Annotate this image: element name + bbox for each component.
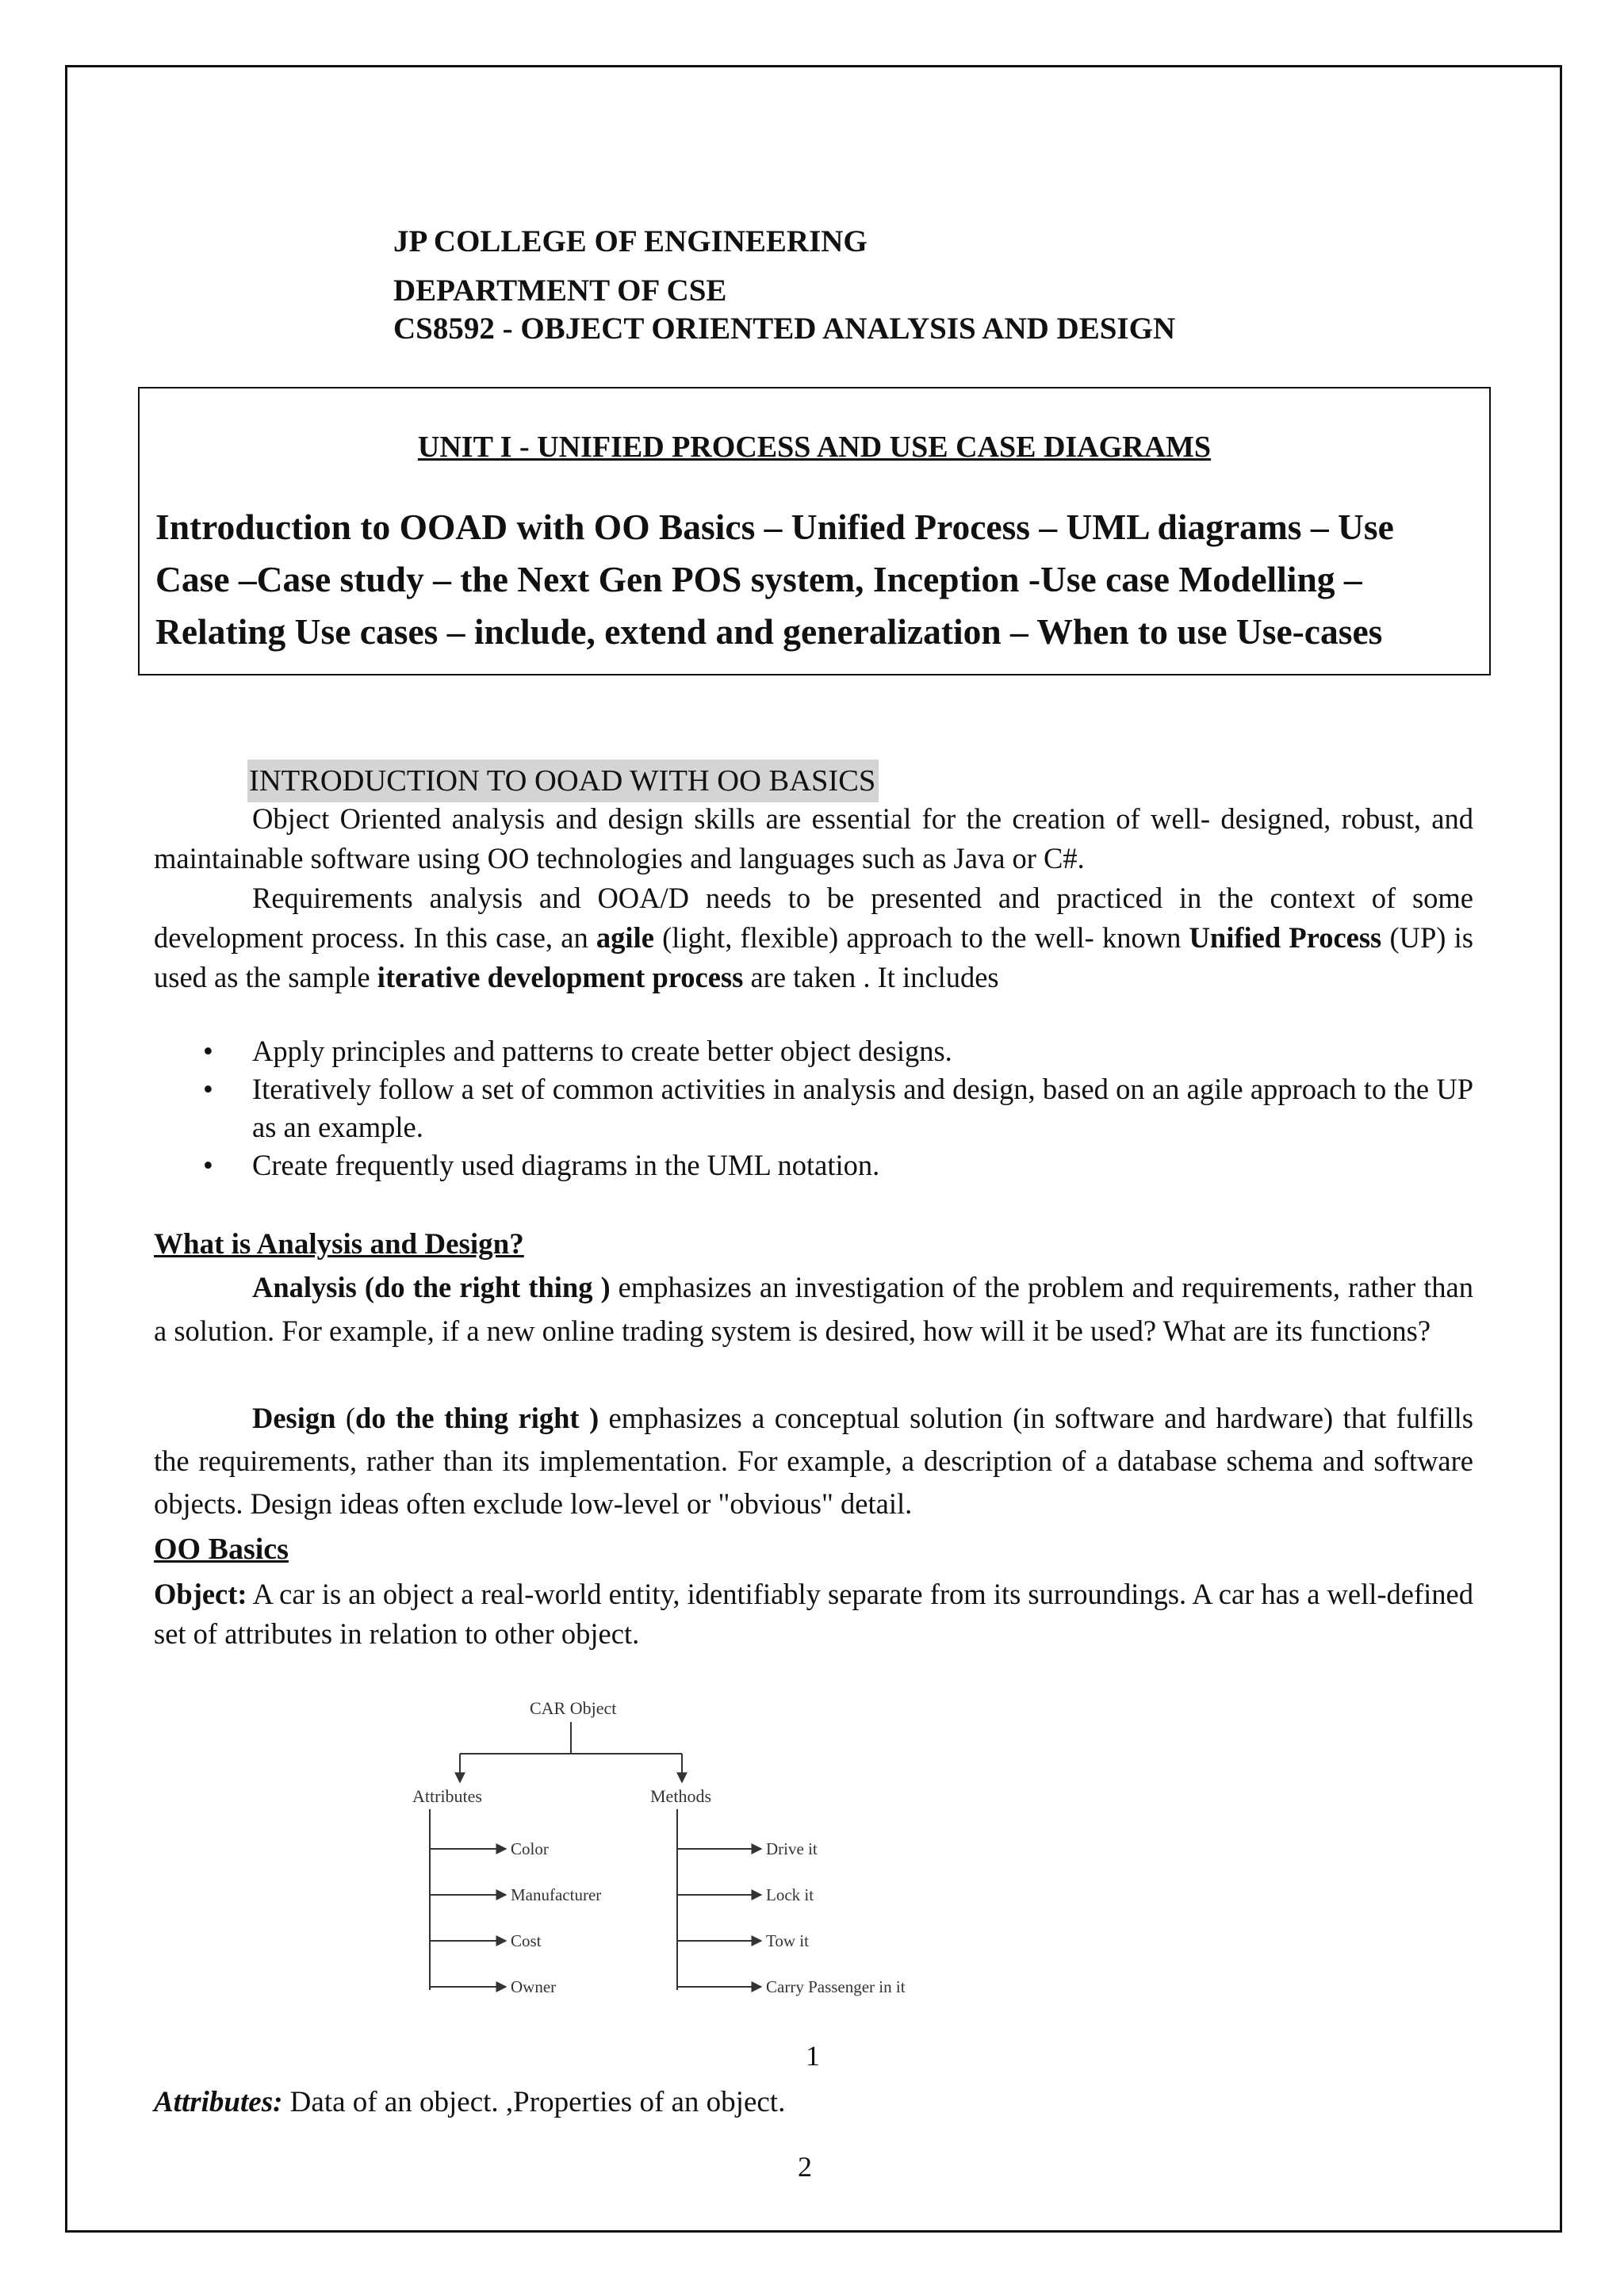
unit-topics [155, 501, 1477, 658]
object-paragraph [154, 1575, 1473, 1654]
intro-paragraph-1 [154, 799, 1473, 878]
paragraph-text: Data of an object. ,Properties of an object. [282, 2086, 786, 2118]
method-leaf-label: Carry Passenger in it [766, 1977, 906, 1996]
bullet-icon: • [203, 1073, 213, 1105]
bold-term: Unified Process [1189, 921, 1382, 954]
bold-italic-term: Attributes: [154, 2086, 283, 2118]
oo-basics-heading: OO Basics [154, 1533, 289, 1566]
list-item-text: Create frequently used diagrams in the UML notation. [252, 1149, 880, 1181]
intro-bullet-list [154, 1032, 1473, 1184]
paragraph-text: (UP) is used as the sample [154, 921, 1474, 993]
unit-topics-line: Introduction to OOAD with OO Basics – Unified Process – UML diagrams – Use [155, 507, 1394, 547]
list-item [154, 1032, 1473, 1070]
analysis-paragraph [154, 1265, 1473, 1353]
attribute-leaf-label: Color [511, 1839, 549, 1858]
method-leaf-label: Lock it [766, 1885, 814, 1904]
attribute-leaf-label: Manufacturer [511, 1885, 602, 1904]
method-leaf-label: Tow it [766, 1931, 809, 1950]
course-title: CS8592 - OBJECT ORIENTED ANALYSIS AND DESIGN [393, 312, 1176, 346]
paragraph-text: Object Oriented analysis and design skills are essential for the creation of well- designed, robust, and maintainable software using OO technologies and languages such as Java or C#. [154, 802, 1473, 874]
intro-paragraph-2 [154, 878, 1473, 997]
unit-topics-line: Relating Use cases – include, extend and generalization – When to use Use-cases [155, 611, 1383, 652]
analysis-design-heading: What is Analysis and Design? [154, 1228, 524, 1261]
page-number-inner: 1 [806, 2040, 820, 2072]
bold-term: iterative development process [377, 961, 744, 993]
paragraph-text: emphasizes an investigation of the problem and requirements, rather than a solution. For example, if a new online trading system is desired, how will it be used? What are its functions? [154, 1271, 1473, 1347]
paragraph-text: (light, flexible) approach to the well- known [653, 921, 1189, 954]
diagram-root-label: CAR Object [530, 1698, 617, 1718]
list-item-text: Apply principles and patterns to create better object designs. [252, 1035, 952, 1067]
list-item-text: Iteratively follow a set of common activities in analysis and design, based on an agile approach to the UP as an example. [252, 1073, 1473, 1143]
bullet-icon: • [203, 1035, 213, 1067]
unit-topics-line: Case –Case study – the Next Gen POS system, Inception -Use case Modelling – [155, 559, 1362, 599]
paragraph-text: ( [335, 1402, 356, 1434]
paragraph-text: Requirements analysis and OOA/D needs to be presented and practiced in the context of some development process. In this case, an [154, 882, 1473, 954]
attributes-branch-label: Attributes [412, 1786, 482, 1806]
attributes-definition [154, 2085, 785, 2119]
design-paragraph [154, 1397, 1473, 1525]
department-name: DEPARTMENT OF CSE [393, 274, 727, 308]
paragraph-text: emphasizes a conceptual solution (in software and hardware) that fulfills the requirements, rather than its implementation. For example, a description of a database schema and software objects. Design ideas often exclude low-level or "obvious" detail. [154, 1402, 1473, 1520]
bold-term: agile [596, 921, 654, 954]
paragraph-text: A car is an object a real-world entity, identifiably separate from its surroundings. A car has a well-defined set of attributes in relation to other object. [154, 1578, 1473, 1650]
college-name: JP COLLEGE OF ENGINEERING [393, 224, 868, 258]
bold-term: Object: [154, 1578, 247, 1610]
page-number: 2 [798, 2151, 812, 2183]
attribute-leaf-label: Cost [511, 1931, 542, 1950]
section-heading-intro: INTRODUCTION TO OOAD WITH OO BASICS [247, 760, 879, 802]
attribute-leaf-label: Owner [511, 1977, 557, 1996]
list-item [154, 1146, 1473, 1184]
bold-term: Design [252, 1402, 336, 1434]
bold-term: do the thing right ) [355, 1402, 599, 1434]
unit-box [138, 387, 1491, 675]
method-leaf-label: Drive it [766, 1839, 818, 1858]
paragraph-text: are taken . It includes [743, 961, 999, 993]
list-item [154, 1070, 1473, 1146]
methods-branch-label: Methods [650, 1786, 711, 1806]
method-leaves [677, 1839, 906, 1996]
bold-term: Analysis (do the right thing ) [252, 1271, 611, 1303]
attribute-leaves [430, 1839, 601, 1996]
unit-title: UNIT I - UNIFIED PROCESS AND USE CASE DIAGRAMS [417, 430, 1212, 464]
car-object-diagram [412, 1681, 952, 2030]
bullet-icon: • [203, 1149, 213, 1181]
